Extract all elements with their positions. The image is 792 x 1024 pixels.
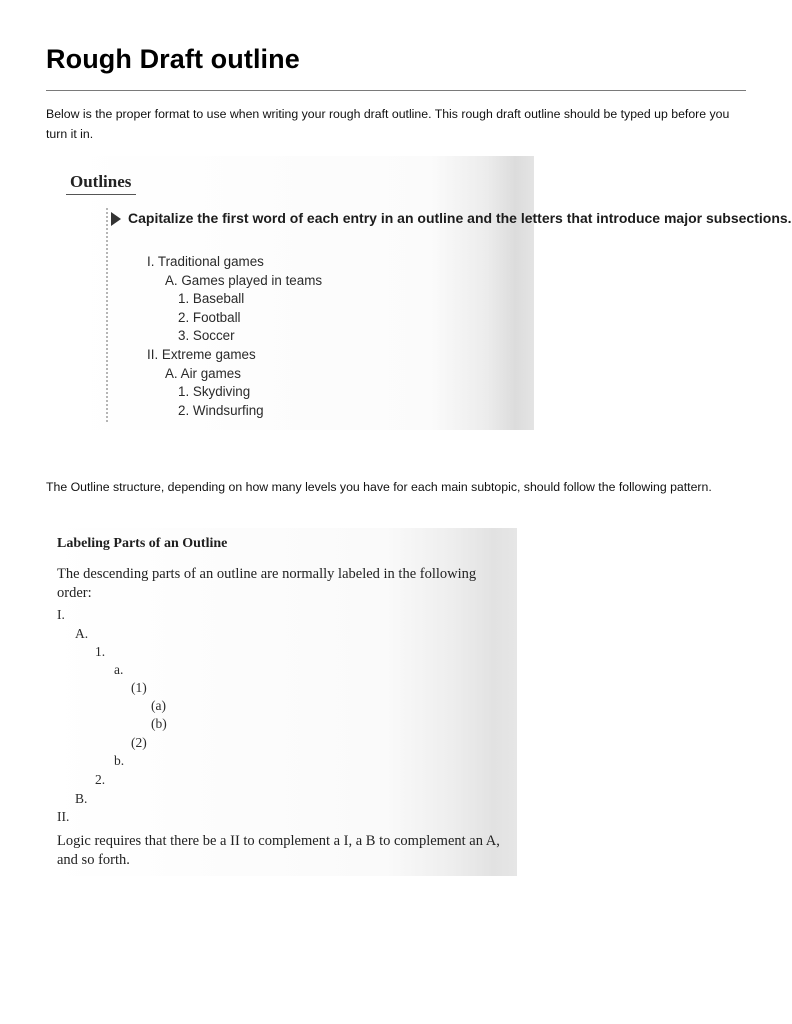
outline-label: B. [75, 791, 88, 806]
labeling-intro: The descending parts of an outline are normally labeled in the following order: [57, 566, 477, 601]
outline-label: (b) [151, 716, 167, 731]
outlines-heading: Outlines [70, 172, 132, 191]
outline-label: (1) [131, 680, 147, 695]
outline-item-level-2: A. Air games [165, 366, 241, 381]
outline-item-level-3: 1. Skydiving [178, 384, 251, 399]
logic-note: Logic requires that there be a II to complement a I, a B to complement an A, and so forth. [57, 833, 500, 868]
outline-label: (a) [151, 698, 166, 713]
triangle-arrow-icon [111, 212, 121, 226]
outline-item-level-1: I. Traditional games [147, 254, 264, 269]
outline-label: b. [114, 753, 125, 768]
outline-label: 2. [95, 772, 106, 787]
outline-item-level-3: 3. Soccer [178, 328, 235, 343]
outline-item-level-1: II. Extreme games [147, 347, 256, 362]
labeling-scan-image [48, 528, 517, 876]
outlines-heading-rule [66, 194, 136, 195]
outline-item-level-2: A. Games played in teams [165, 273, 323, 288]
title-divider [46, 90, 746, 91]
outline-item-level-3: 2. Windsurfing [178, 403, 264, 418]
outline-label: 1. [95, 644, 106, 659]
outline-item-level-3: 2. Football [178, 310, 241, 325]
outline-label: (2) [131, 735, 147, 750]
outline-label: A. [75, 626, 89, 641]
labeling-heading: Labeling Parts of an Outline [57, 536, 228, 551]
outline-label: I. [57, 607, 65, 622]
outline-label: a. [114, 662, 124, 677]
page-title: Rough Draft outline [46, 44, 300, 74]
outline-label: II. [57, 809, 70, 824]
outline-item-level-3: 1. Baseball [178, 291, 245, 306]
dotted-margin-line [106, 208, 108, 422]
structure-paragraph: The Outline structure, depending on how many levels you have for each main subtopic, should follow the following pattern. [46, 480, 712, 494]
outlines-scan-image [66, 156, 792, 430]
capitalization-rule: Capitalize the first word of each entry in an outline and the letters that introduce major subsections. [128, 210, 792, 226]
intro-paragraph: Below is the proper format to use when writing your rough draft outline. This rough draft outline should be typed up before you turn it in. [46, 107, 730, 141]
